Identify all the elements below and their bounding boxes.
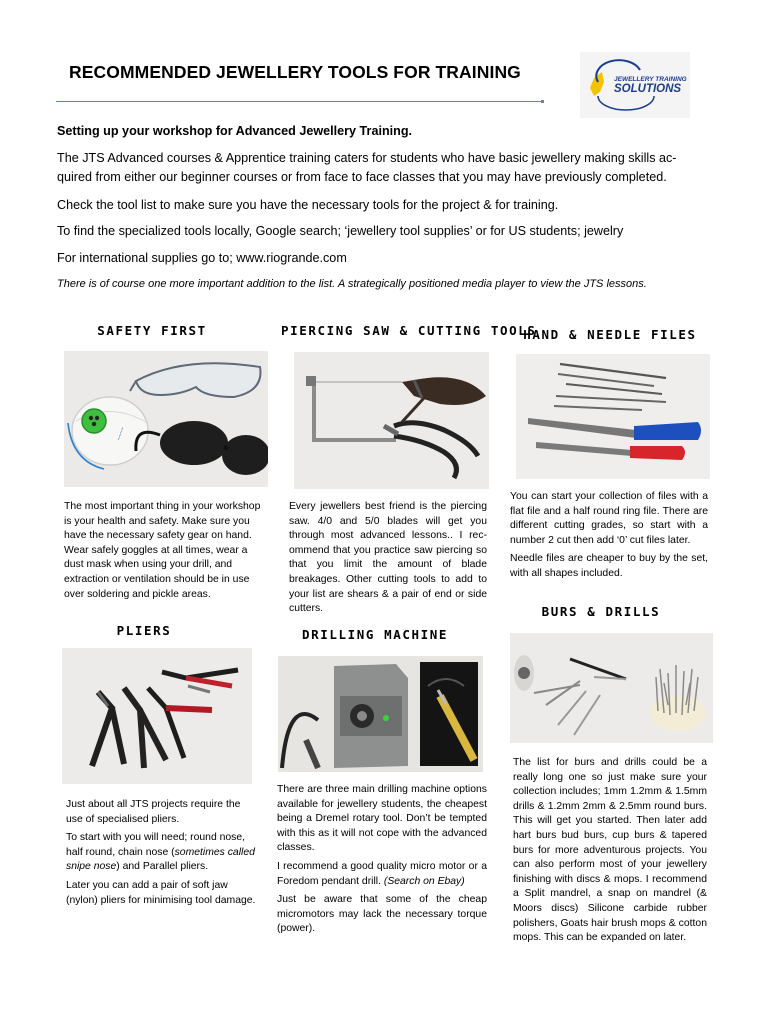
- pliers-text-2-em: sometimes called snipe nose: [66, 846, 255, 873]
- pliers-text-2: [66, 831, 256, 875]
- drill-text-2a: I recommend a good quality micro motor or a Foredom pendant drill.: [277, 860, 487, 887]
- drill-text-block: [277, 783, 487, 941]
- files-photo: [516, 354, 710, 479]
- burs-photo: [510, 633, 713, 743]
- files-text-1: You can start your collection of files with a flat file and a half round ring file. There are different cutting grades, so start with a number 2 cut then add ‘0’ cut files later.: [510, 491, 708, 546]
- files-text-block: [510, 490, 708, 586]
- burs-text: The list for burs and drills could be a really long one so just make sure your collection includes; 1mm 1.2mm & 1.5mm drills & 1.2mm 2mm & 2.5mm round burs. This will get you started. Then later add hart burs bud burs, cup burs & tapered burs for more adventurous projects. You can also perform most of your jewellery finishing with discs & mops. I recommend a Split mandrel, a snap on mandrel (& Moors discs) Silicone carbide rubber polishers, Goats hair brush mops & cotton mops. This can be expanded on later.: [513, 757, 707, 944]
- intro-block: [57, 122, 707, 141]
- safety-gear-photo: [64, 351, 268, 487]
- saw-text-block: [289, 500, 487, 621]
- pliers-text-block: [66, 798, 256, 912]
- intro-p3: To find the specialized tools locally, Google search; ‘jewellery tool supplies’ or for US students; jewelry: [57, 224, 624, 238]
- files-text-2: Needle files are cheaper to buy by the set, with all shapes included.: [510, 553, 708, 579]
- intro-p2: Check the tool list to make sure you have the necessary tools for the project & for training.: [57, 198, 559, 212]
- intro-p1: The JTS Advanced courses & Apprentice training caters for students who have basic jewellery making skills acquired from either our beginner courses or from face to face classes that you may have previously completed.: [57, 151, 677, 184]
- logo-text-top: JEWELLERY TRAINING: [614, 76, 687, 83]
- page-title: RECOMMENDED JEWELLERY TOOLS FOR TRAINING: [69, 62, 521, 82]
- pliers-text-2a: To start with you will need; round nose, half round, chain nose (: [66, 832, 246, 858]
- pliers-text-3: Later you can add a pair of soft jaw (nylon) pliers for minimising tool damage.: [66, 879, 256, 906]
- drill-text-2: [277, 860, 487, 889]
- pliers-text-1: Just about all JTS projects require the use of specialised pliers.: [66, 799, 241, 825]
- intro-note-wrap: [57, 275, 707, 294]
- svg-text:~~~~: ~~~~: [116, 426, 127, 442]
- drill-text-1: There are three main drilling machine options available for jewellery students, the cheapest being a Dremel rotary tool. Don’t be tempted with this as it will not cope with the advanced classes.: [277, 784, 487, 854]
- intro-paragraph-4: [57, 249, 707, 268]
- intro-note: There is of course one more important addition to the list. A strategically positioned media player to view the JTS lessons.: [57, 278, 647, 290]
- safety-text: The most important thing in your workshop is your health and safety. Make sure you have the necessary safety gear on hand. Wear safely goggles at all times, wear a dust mask when using your drill, and extraction or ventilation should be in use over soldering and pickle areas.: [64, 501, 261, 600]
- heading-safety-first: SAFETY FIRST: [97, 323, 207, 338]
- drill-text-2-em: (Search on Ebay): [383, 875, 465, 887]
- drill-photo: [278, 656, 483, 772]
- saw-text: Every jewellers best friend is the piercing saw. 4/0 and 5/0 blades will get you through most advanced lessons.. I recommend that you practice saw piercing so that you limit the amount of blade breakages. Other cutting tools to add to your list are shears & a pair of end or side cutters.: [289, 501, 487, 615]
- piercing-saw-photo: [294, 352, 489, 489]
- intro-paragraph-3: [57, 222, 707, 241]
- intro-p4: For international supplies go to; www.riogrande.com: [57, 251, 347, 265]
- heading-burs-drills: BURS & DRILLS: [541, 604, 661, 619]
- pliers-text-2b: ) and Parallel pliers.: [116, 861, 209, 873]
- heading-hand-needle-files: HAND & NEEDLE FILES: [523, 327, 697, 342]
- heading-piercing-saw: PIERCING SAW & CUTTING TOOLS: [281, 323, 537, 338]
- burs-text-block: [513, 756, 707, 950]
- drill-text-3: Just be aware that some of the cheap micromotors may lack the necessary torque (power).: [277, 894, 487, 935]
- intro-paragraph-2: [57, 196, 707, 215]
- heading-pliers: PLIERS: [116, 623, 172, 638]
- title-rule: [56, 101, 542, 102]
- logo-text-main: SOLUTIONS: [614, 83, 682, 95]
- intro-paragraph-1: [57, 149, 707, 187]
- safety-text-block: [64, 500, 269, 606]
- intro-lead: Setting up your workshop for Advanced Jewellery Training.: [57, 124, 413, 138]
- pliers-photo: [62, 648, 252, 784]
- jts-logo: [580, 52, 690, 118]
- heading-drilling-machine: DRILLING MACHINE: [301, 627, 448, 642]
